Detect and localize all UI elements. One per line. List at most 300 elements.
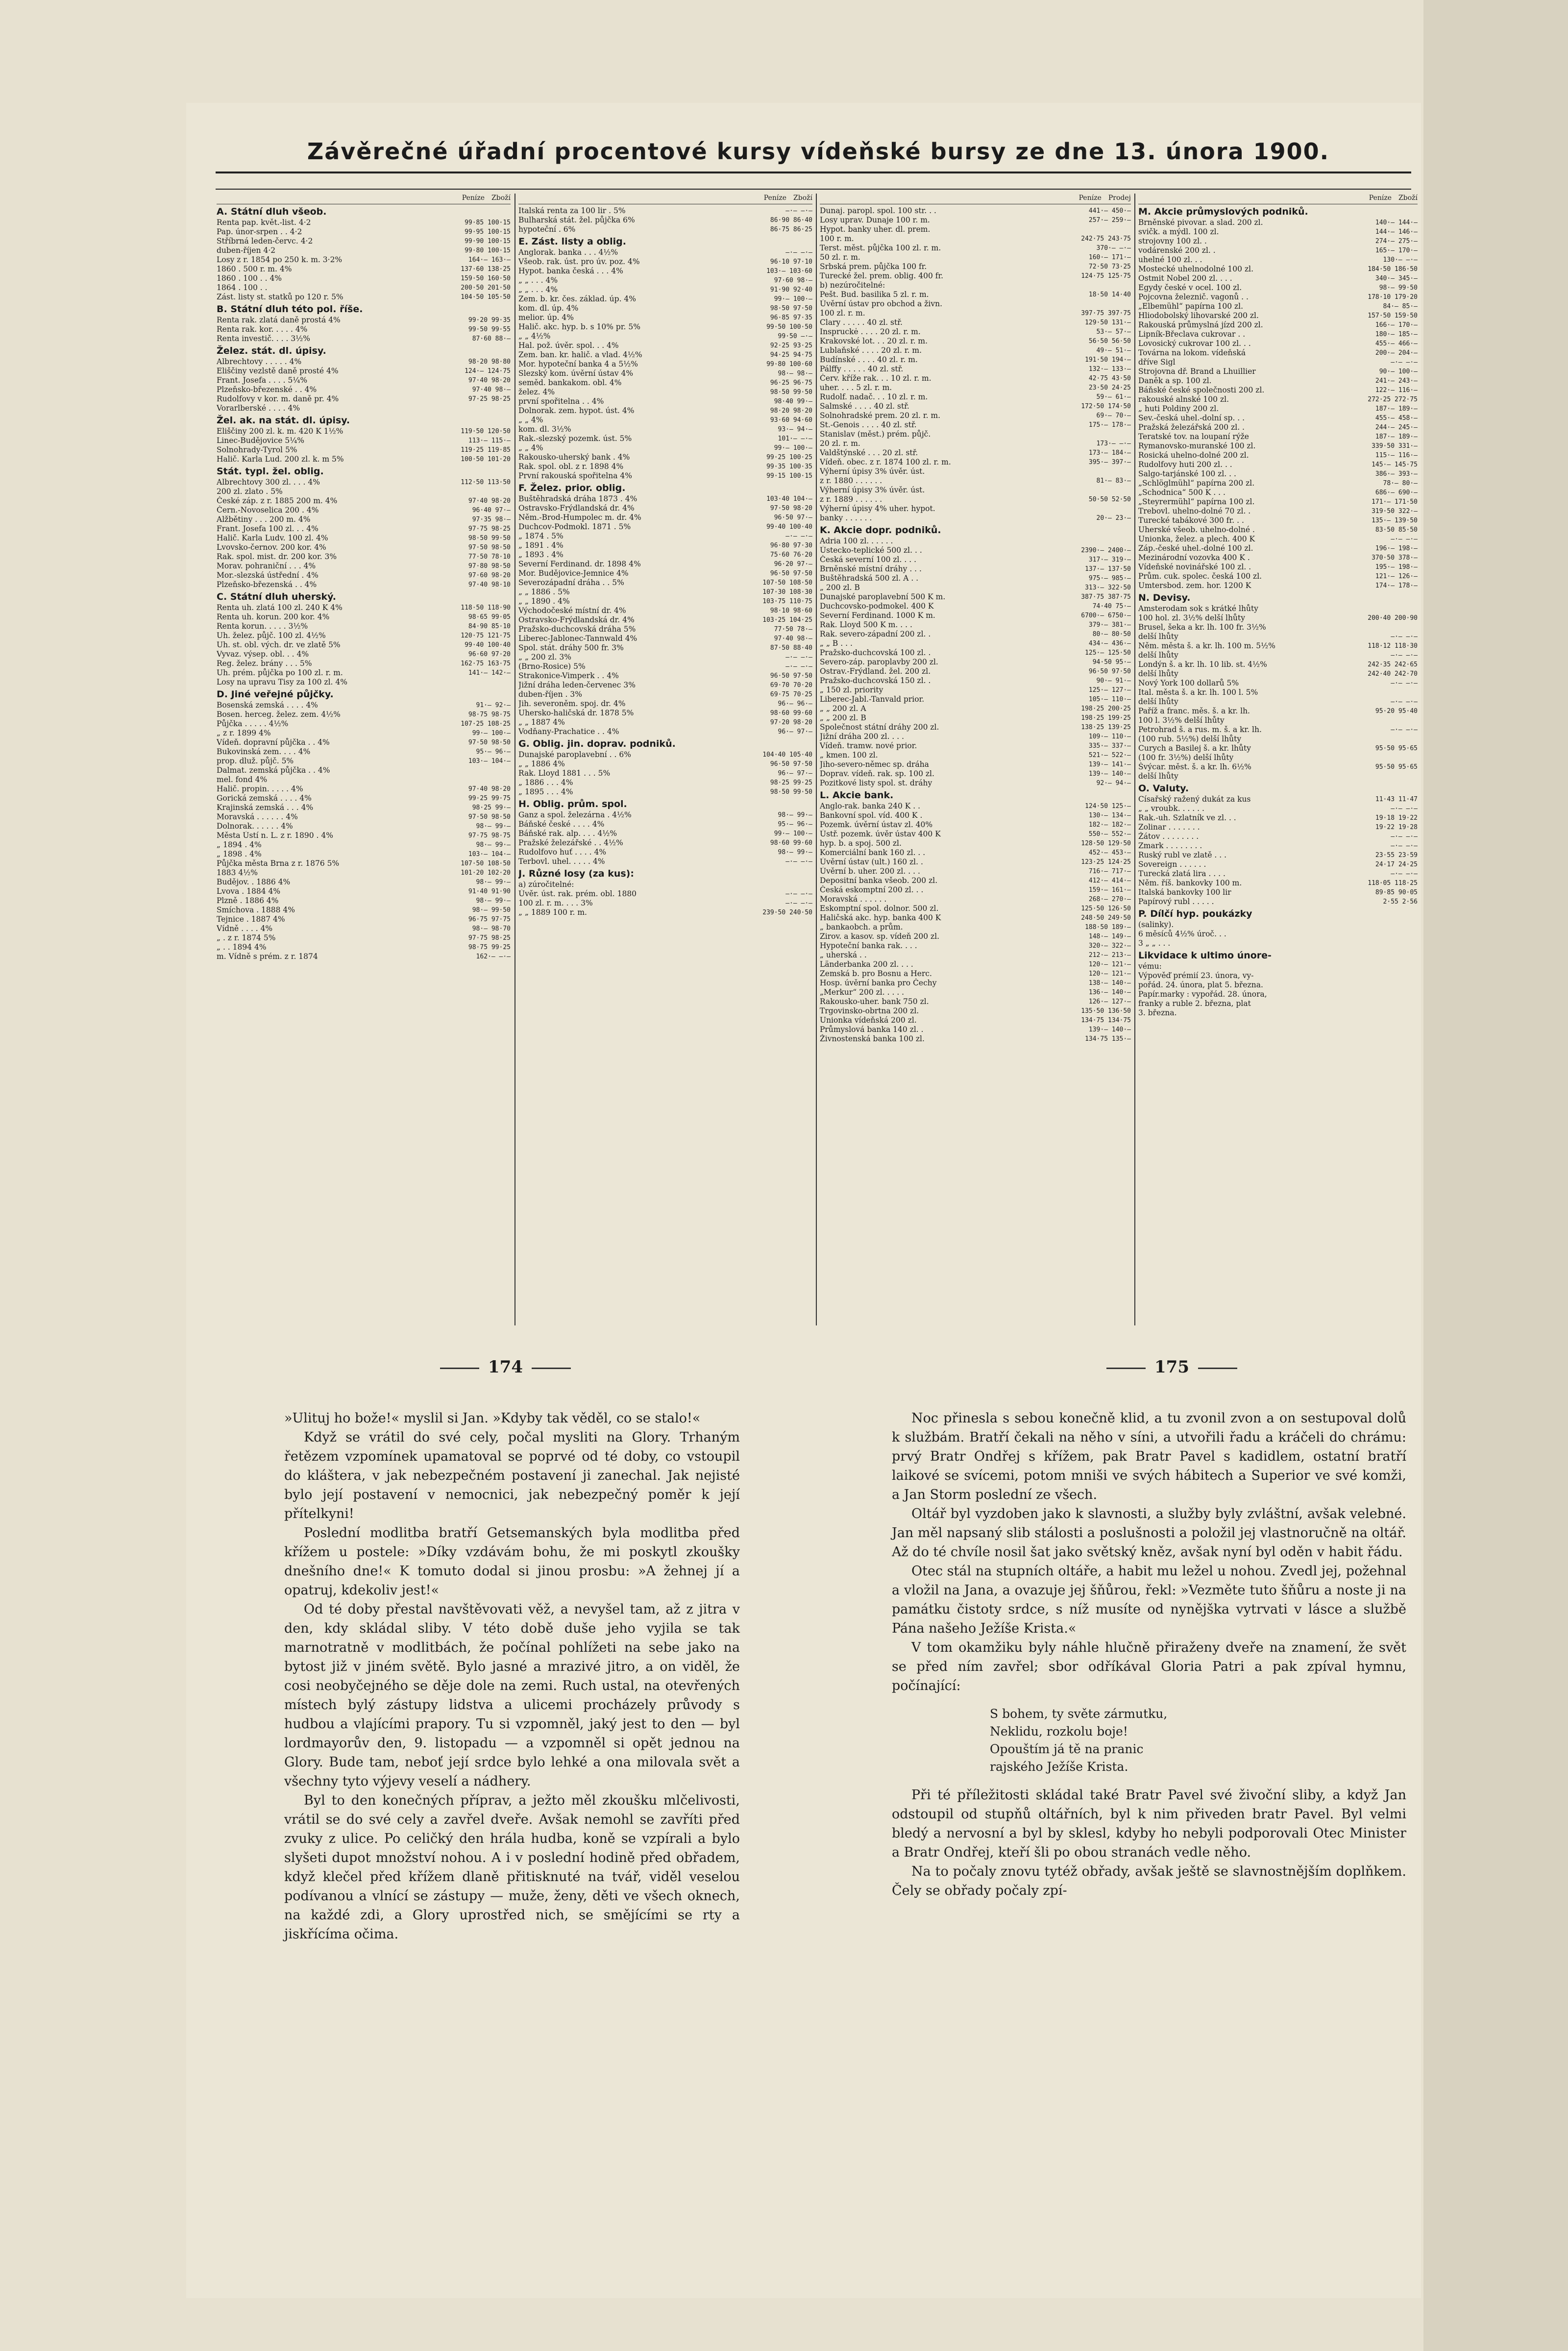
table-row (1138, 404, 1418, 414)
table-row (820, 514, 1131, 523)
row-label: Průmyslová banka 140 zl. . (820, 1025, 924, 1034)
table-row (820, 420, 1131, 430)
row-value: 98·40 99·— (774, 398, 812, 405)
row-label: 100 hol. zl. 3½% delší lhůty (1138, 613, 1245, 622)
row-value: 268·— 270·— (1088, 896, 1131, 903)
section-title: C. Státní dluh uherský. (217, 591, 336, 602)
table-row (820, 430, 1131, 439)
row-label: Eliščiny 200 zl. k. m. 420 K 1½% (217, 427, 343, 436)
row-value: 386·— 393·— (1375, 470, 1418, 478)
row-label: Pap. únor-srpen . . 4·2 (217, 227, 302, 236)
header-money: Peníze (763, 194, 787, 202)
column-divider (514, 194, 515, 1325)
table-row (217, 640, 511, 650)
row-value: 98·20 98·80 (468, 358, 511, 366)
table-row (518, 727, 812, 736)
row-label: Halič. Karla Ludv. 100 zl. 4% (217, 534, 328, 542)
table-row (1138, 339, 1418, 348)
row-value: 195·— 198·— (1375, 563, 1418, 571)
row-value: 99·50 100·50 (766, 323, 812, 331)
row-label: Länderbanka 200 zl. . . . (820, 960, 913, 969)
row-value: 115·— 116·— (1375, 452, 1418, 459)
row-value: 98·65 99·05 (468, 613, 511, 621)
row-value (1043, 504, 1131, 514)
row-value: 272·25 272·75 (1368, 396, 1418, 403)
table-row (820, 820, 1131, 830)
row-value: 455·— 458·— (1375, 415, 1418, 422)
table-row (1138, 688, 1418, 697)
row-value (1043, 281, 1131, 290)
row-label: Lublaňské . . . . 20 zl. r. m. (820, 346, 922, 355)
row-label: Mezinárodní vozovka 400 K . (1138, 553, 1250, 562)
row-value: 104·50 105·50 (461, 294, 511, 301)
row-value: 77·50 78·10 (468, 553, 511, 561)
table-row (820, 951, 1131, 960)
row-value: 521·— 522·— (1088, 752, 1131, 759)
row-label: „ uherská . . (820, 951, 867, 959)
table-row (518, 425, 812, 434)
row-value: 103·25 104·25 (762, 616, 812, 624)
table-row (217, 427, 511, 436)
row-value: 198·25 200·25 (1081, 705, 1131, 712)
row-label: Zem. ban. kr. halič. a vlad. 4½% (518, 350, 642, 359)
row-label: „ „ 1886 . 5% (518, 588, 570, 596)
section-title: Likvidace k ultimo únore- (1138, 950, 1272, 961)
table-row (1138, 832, 1418, 841)
table-row (820, 760, 1131, 769)
row-value: 18·50 14·40 (1088, 291, 1131, 298)
page-number-text: 175 (1154, 1357, 1189, 1377)
table-row (518, 257, 812, 267)
section-title: P. Dílčí hyp. poukázky (1138, 908, 1252, 919)
row-label: Buštěhradská dráha 1873 . 4% (518, 494, 637, 503)
paragraph: Otec stál na stupních oltáře, a habit mu ležel u nohou. Zvedl jej, požehnal a vložil na Jana, a ovazuje jej šňůrou, řekl: »Vezměte tuto šňůru a noste ji na památku čistoty srdce, s níž musíte od nynějška vytrvati v lásce a službě Pána našeho Ježíše Krista.« (892, 1564, 1406, 1636)
header-money: Peníze (1078, 194, 1102, 202)
text-line: vému: (1138, 962, 1162, 971)
row-label: 100 r. m. (820, 234, 854, 243)
header-money: Peníze (1369, 194, 1392, 202)
row-value: 98·— 98·— (778, 370, 812, 377)
row-value: 120·— 121·— (1088, 970, 1131, 978)
row-label: Krakovské lot. . . 20 zl. r. m. (820, 337, 928, 345)
row-value: 370·— —·— (1096, 245, 1131, 252)
row-label: rakouské alnské 100 zl. (1138, 395, 1229, 404)
row-label: „ 1886 . . . 4% (518, 778, 573, 787)
row-label: Uherské všeob. uhelno-dolné . (1138, 525, 1255, 534)
row-value: 19·22 19·28 (1375, 824, 1418, 831)
row-label: Vídeň. tramw. nové prior. (820, 741, 917, 750)
row-value: 241·— 243·— (1375, 377, 1418, 385)
row-value: 97·50 98·50 (468, 739, 511, 746)
row-label: Mor. hypoteční banka 4 a 5½% (518, 360, 638, 368)
table-row (518, 504, 812, 513)
row-label: Společnost státní dráhy 200 zl. (820, 723, 939, 732)
table-row (518, 569, 812, 578)
row-value (1329, 735, 1418, 744)
text-line: franky a ruble 2. března, plat (1138, 999, 1251, 1008)
row-value: 98·25 99·25 (770, 779, 812, 786)
table-row (217, 316, 511, 325)
table-row (820, 253, 1131, 262)
row-value: 91·40 91·90 (468, 888, 511, 895)
row-label: Švýcar. měst. š. a kr. lh. 6½% (1138, 762, 1251, 771)
text-line: 3. března. (1138, 1008, 1177, 1017)
table-row (518, 369, 812, 378)
row-value: 166·— 170·— (1375, 321, 1418, 329)
row-label: Vídeň. dopravní půjčka . . 4% (217, 738, 330, 747)
table-row (820, 811, 1131, 820)
table-row (217, 445, 511, 455)
row-value: 140·— 144·— (1375, 219, 1418, 226)
table-row (217, 455, 511, 464)
row-value: 99·35 100·35 (766, 463, 812, 470)
table-row (518, 857, 812, 866)
table-row (820, 365, 1131, 374)
row-label: „ „ 4% (518, 443, 543, 452)
row-value: —·— —·— (785, 663, 812, 670)
section-title: F. Želez. prior. oblig. (518, 483, 626, 493)
row-label: hypoteční . 6% (518, 225, 576, 234)
row-label: Anglorak. banka . . . 4½% (518, 248, 618, 257)
row-value: 103·— 104·— (468, 758, 511, 765)
row-label: a) zúročitelné: (518, 880, 574, 889)
table-row (217, 515, 511, 524)
row-label: Zem. b. kr. čes. základ. úp. 4% (518, 294, 637, 303)
table-row (518, 471, 812, 481)
row-label: Albrechtovy . . . . . 4% (217, 357, 302, 366)
table-row (820, 630, 1131, 639)
row-label: Nový York 100 dollarů 5% (1138, 679, 1239, 687)
row-value: 191·50 194·— (1085, 356, 1131, 364)
text-line: pořád. 24. února, plat 5. března. (1138, 980, 1263, 989)
table-row (820, 723, 1131, 732)
table-row (217, 915, 511, 924)
row-label: Eskomptní spol. dolnor. 500 zl. (820, 904, 939, 913)
header-goods: Zboží (1398, 194, 1418, 202)
header-goods: Zboží (491, 194, 511, 202)
table-row (518, 778, 812, 787)
column-header (1138, 194, 1418, 204)
row-label: Duchcov-Podmokl. 1871 . 5% (518, 522, 631, 531)
row-label: Severozápadní dráha . . 5% (518, 578, 624, 587)
table-row (217, 227, 511, 237)
table-row (217, 237, 511, 246)
row-value: 2·55 2·56 (1383, 898, 1418, 906)
row-value: 86·75 86·25 (770, 226, 812, 233)
row-value: 97·80 98·50 (468, 563, 511, 570)
table-row (820, 346, 1131, 355)
row-value: 99·50 99·55 (468, 326, 511, 333)
row-label: Paříž a franc. měs. š. a kr. lh. (1138, 707, 1250, 715)
table-row (820, 383, 1131, 392)
row-value: 200·— 204·— (1375, 349, 1418, 357)
text-line: rajského Ježíše Krista. (990, 1760, 1128, 1774)
row-label: „ kmen. 100 zl. (820, 751, 878, 759)
row-label: „ 200 zl. B (820, 583, 860, 592)
row-value: 98·60 99·60 (770, 839, 812, 847)
table-row (1138, 469, 1418, 479)
table-row (518, 606, 812, 615)
table-row (820, 658, 1131, 667)
row-value (1329, 772, 1418, 781)
row-label: „Steyrermühl“ papírna 100 zl. (1138, 497, 1255, 506)
table-row (820, 1034, 1131, 1044)
row-value: —·— —·— (1391, 359, 1418, 366)
row-value: 335·— 337·— (1088, 742, 1131, 750)
row-value: 53·— 57·— (1096, 328, 1131, 336)
row-label: Zemská b. pro Bosnu a Herc. (820, 969, 932, 978)
row-value: 93·60 94·60 (770, 416, 812, 424)
table-row (820, 602, 1131, 611)
table-row (217, 534, 511, 543)
table-row (1138, 423, 1418, 432)
table-row (1138, 525, 1418, 535)
row-label: Eliščiny vezlstě daně prosté 4% (217, 367, 339, 375)
section-title: L. Akcie bank. (820, 790, 894, 801)
row-label: 1864 . 100 . . (217, 283, 268, 292)
row-label: „ „ 4% (518, 416, 543, 424)
table-row (518, 276, 812, 285)
row-label: „ 1895 . . . 4% (518, 787, 573, 796)
table-row (217, 506, 511, 515)
row-value: 125·— 127·— (1088, 686, 1131, 694)
row-label: Jižní dráha 200 zl. . . . (820, 732, 905, 741)
row-value: 97·35 98·— (472, 516, 511, 523)
row-label: Dunajské paroplavební . . 6% (518, 750, 631, 759)
table-row (518, 880, 812, 889)
row-value: 101·— —·— (778, 435, 812, 442)
table-row (1138, 888, 1418, 897)
row-label: Curych a Basilej š. a kr. lhůty (1138, 744, 1251, 753)
table-row (217, 394, 511, 404)
row-value: 92·25 93·25 (770, 342, 812, 349)
row-label: „ 1898 . 4% (217, 850, 262, 858)
table-row (1138, 581, 1418, 590)
row-label: „ „ . . . 4% (518, 285, 558, 294)
table-row (1138, 237, 1418, 246)
paragraph: Na to počaly znovu tytéž obřady, avšak ještě se slavnostnějším doplňkem. Čely se obřady počaly zpí- (892, 1864, 1406, 1898)
row-label: Stanislav (měst.) prém. půjč. (820, 430, 931, 439)
row-value: 319·50 322·— (1372, 508, 1418, 515)
table-row (820, 913, 1131, 923)
table-row (1138, 460, 1418, 469)
row-label: Žátov . . . . . . . . (1138, 832, 1199, 841)
row-label: Bulharská stát. žel. půjčka 6% (518, 216, 635, 224)
section-title: E. Zást. listy a oblig. (518, 236, 626, 247)
row-value (422, 775, 511, 784)
row-value: 90·— 91·— (1096, 677, 1131, 685)
row-label: Renta rak. kor. . . . . 4% (217, 325, 308, 334)
row-value: 395·— 397·— (1088, 459, 1131, 466)
row-value: 75·60 76·20 (770, 551, 812, 559)
row-label: Ostravsko-Frýdlandská dr. 4% (518, 504, 635, 513)
table-row (518, 541, 812, 550)
row-label: Pražsko-duchcovská 150 zl. . (820, 676, 931, 685)
row-label: Mostecké uhelnodolné 100 zl. (1138, 265, 1253, 273)
row-value: 159·— 161·— (1088, 886, 1131, 894)
table-row (518, 434, 812, 443)
row-label: „ „ . . . 4% (518, 276, 558, 285)
row-value: 98·— 99·— (476, 841, 511, 849)
table-row (1138, 572, 1418, 581)
row-value: 96·— 96·— (778, 700, 812, 708)
table-row (217, 659, 511, 668)
table-row (518, 699, 812, 709)
table-row (1138, 479, 1418, 488)
row-value: —·— —·— (1391, 726, 1418, 734)
section-title: Želez. stát. dl. úpisy. (217, 345, 326, 356)
row-value: 103·75 110·75 (762, 598, 812, 605)
table-row (518, 615, 812, 625)
row-label: Plzeňsko-březenské . . 4% (217, 385, 317, 394)
row-value: 242·35 242·65 (1368, 661, 1418, 668)
row-value: 96·50 97·50 (770, 760, 812, 768)
row-value: 92·— 94·— (1096, 780, 1131, 787)
table-row (217, 803, 511, 812)
table-row (1138, 669, 1418, 679)
table-row (217, 678, 511, 687)
row-label: Rudolf. nadač. . . 10 zl. r. m. (820, 392, 928, 401)
row-label: Unionka, želez. a plech. 400 K (1138, 535, 1255, 543)
row-value: 130·— 134·— (1088, 812, 1131, 819)
table-row (820, 476, 1131, 486)
table-row (518, 388, 812, 397)
table-row (217, 334, 511, 343)
headline: Závěrečné úřadní procentové kursy vídeňské bursy ze dne 13. února 1900. (307, 138, 1330, 165)
row-value: 49·— 51·— (1096, 347, 1131, 354)
row-value: 80·— 80·50 (1092, 631, 1131, 638)
table-row (217, 887, 511, 896)
row-value: 144·— 146·— (1375, 228, 1418, 236)
table-column-1 (217, 194, 511, 1311)
row-value: 118·50 118·90 (461, 604, 511, 612)
row-label: Ital. města š. a kr. lh. 100 l. 5% (1138, 688, 1258, 697)
row-label: Rakousko-uher. bank 750 zl. (820, 997, 929, 1006)
table-row (217, 325, 511, 334)
row-value: —·— —·— (785, 533, 812, 540)
row-value: 96·50 97·50 (770, 570, 812, 577)
row-label: Záp.-české uhel.-dolné 100 zl. (1138, 544, 1253, 553)
table-row (820, 667, 1131, 676)
row-label: Ostrav.-Frýdland. žel. 200 zl. (820, 667, 931, 676)
table-row (217, 868, 511, 878)
row-value: 145·— 145·75 (1372, 461, 1418, 468)
row-label: Umtersbod. zem. hor. 1200 K (1138, 581, 1251, 590)
row-value: —·— —·— (1391, 805, 1418, 812)
row-label: svičk. a mýdl. 100 zl. (1138, 227, 1219, 236)
row-label: „ z r. 1899 4% (217, 729, 271, 737)
row-label: Mor. Budějovice-Jemnice 4% (518, 569, 629, 578)
row-label: Slezský kom. úvěrní ústav 4% (518, 369, 634, 378)
row-label: Bosenská zemská . . . . 4% (217, 701, 318, 710)
table-row (820, 639, 1131, 648)
row-label: 1883 4½% (217, 868, 258, 877)
table-row (518, 206, 812, 216)
row-value: 123·25 124·25 (1081, 858, 1131, 866)
row-label: „ „ 1886 4% (518, 759, 565, 768)
row-label: Zást. listy st. statků po 120 r. 5% (217, 293, 343, 301)
row-value: 98·20 98·20 (770, 407, 812, 415)
table-row (1138, 851, 1418, 860)
row-label: (100 rub. 5½%) delší lhůty (1138, 735, 1242, 743)
table-row (1138, 348, 1418, 358)
table-row (820, 271, 1131, 281)
row-label: Ruský rubl ve zlatě . . . (1138, 851, 1227, 859)
row-value: 107·30 108·30 (762, 588, 812, 596)
table-row (217, 952, 511, 961)
table-row (820, 555, 1131, 564)
row-value: 434·— 436·— (1088, 640, 1131, 647)
row-label: Bankovní spol. víd. 400 K . (820, 811, 923, 820)
row-value: 98·75 98·75 (468, 711, 511, 718)
table-column-4 (1138, 194, 1418, 1311)
column-header (518, 194, 812, 204)
row-label: 100 l. 3½% delší lhůty (1138, 716, 1225, 725)
row-label: Prům. cuk. spolec. česká 100 zl. (1138, 572, 1262, 581)
table-row (518, 643, 812, 653)
row-label: hyp. b. a spoj. 500 zl. (820, 839, 902, 848)
table-row (1138, 753, 1418, 762)
table-row (820, 392, 1131, 402)
table-row (1138, 804, 1418, 813)
row-label: Lipník-Břeclava cukrovar . . (1138, 330, 1246, 339)
row-value: 165·— 170·— (1375, 247, 1418, 254)
table-row (820, 648, 1131, 658)
table-row (1138, 563, 1418, 572)
table-row (820, 574, 1131, 583)
table-row (217, 850, 511, 859)
table-row (1138, 679, 1418, 688)
table-row (217, 840, 511, 850)
row-label: 100 zl. r. m. . . . 3% (518, 899, 593, 907)
row-label: Pálffy . . . . . 40 zl. stř. (820, 365, 904, 373)
table-row (1138, 697, 1418, 707)
row-value: 141·— 142·— (468, 669, 511, 677)
row-label: Losy na upravu Tisy za 100 zl. 4% (217, 678, 347, 686)
row-value: 129·50 131·— (1085, 319, 1131, 326)
table-row (820, 904, 1131, 913)
table-row (518, 588, 812, 597)
table-row (820, 564, 1131, 574)
row-label: Česká severní 100 zl. . . . (820, 555, 917, 564)
table-row (820, 337, 1131, 346)
row-label: Trebovl. uhelno-dolné 70 zl. . (1138, 507, 1251, 515)
row-label: Tejnice . 1887 4% (217, 915, 285, 924)
table-row (820, 895, 1131, 904)
row-value: 96·10 97·10 (770, 258, 812, 266)
row-value: 120·75 121·75 (461, 632, 511, 639)
row-label: strojovny 100 zl. . (1138, 237, 1207, 245)
row-label: Frant. Josefa . . . . 5¼% (217, 376, 308, 385)
row-value (1329, 623, 1418, 632)
row-label: Severní Ferdinand. 1000 K m. (820, 611, 935, 620)
row-value: 87·60 88·— (472, 335, 511, 343)
table-row (217, 631, 511, 640)
row-label: Hypot. banka česká . . . 4% (518, 267, 623, 275)
row-value: 96·85 97·35 (770, 314, 812, 321)
table-row (1138, 772, 1418, 781)
row-value: 379·— 381·— (1088, 621, 1131, 629)
text-line: Výpověď prémií 23. února, vy- (1138, 971, 1254, 980)
table-row (820, 592, 1131, 602)
page-number-right (1098, 1357, 1246, 1377)
row-label: „ „ 1889 100 r. m. (518, 908, 587, 917)
row-label: melior. úp. 4% (518, 313, 574, 322)
row-label: Ganz a spol. železárna . 4½% (518, 810, 632, 819)
row-label: mel. fond 4% (217, 775, 268, 784)
table-row (217, 552, 511, 562)
row-label: Italská renta za 100 lir . 5% (518, 206, 626, 215)
